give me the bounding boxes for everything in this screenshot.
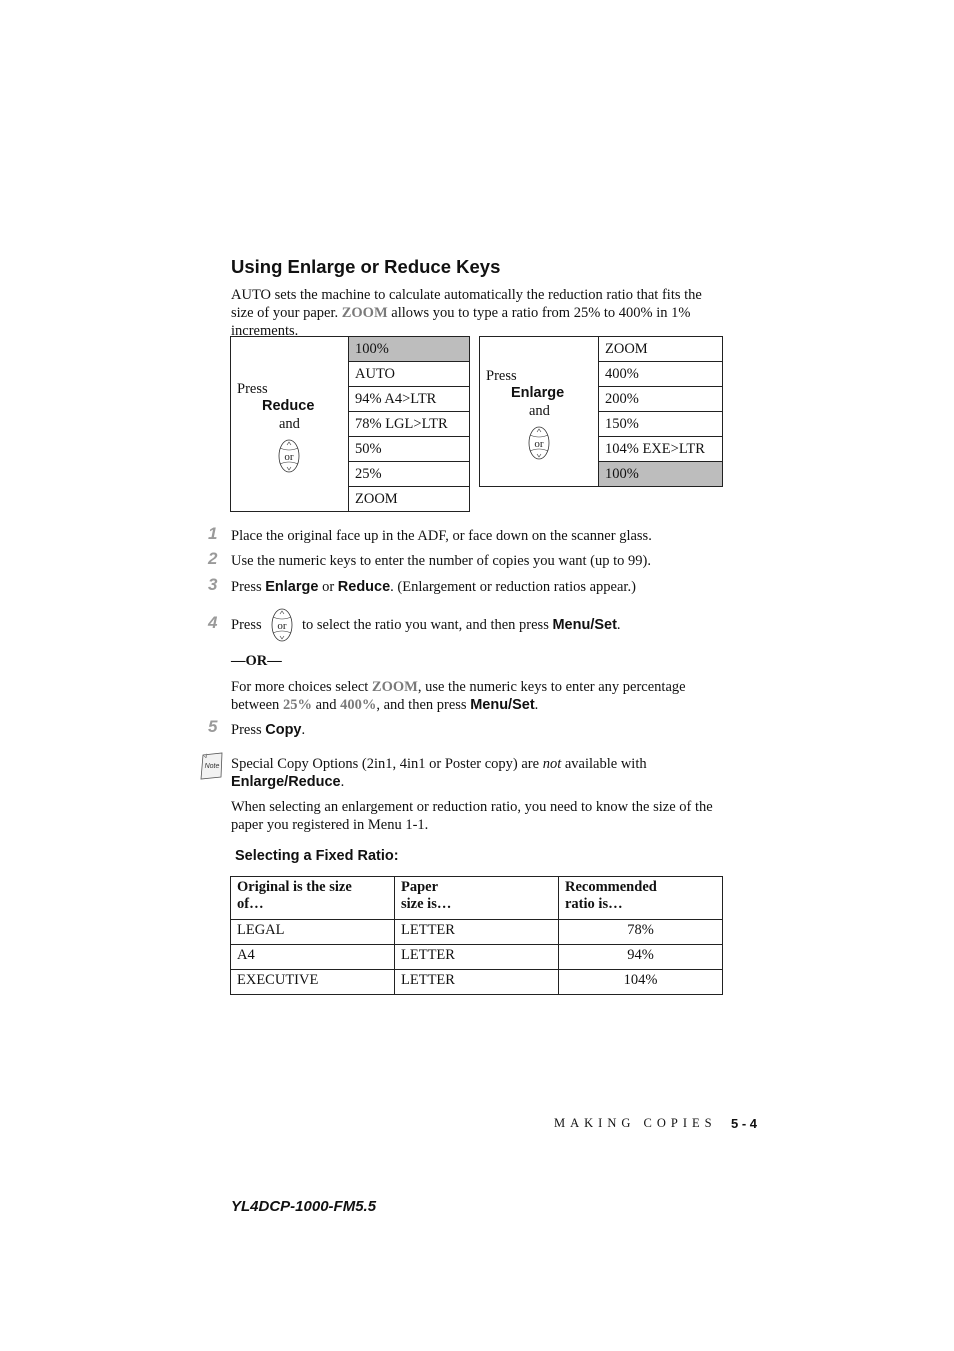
table-row — [231, 970, 723, 995]
note-icon — [199, 752, 225, 780]
reduce-or-text: or — [284, 451, 294, 463]
reduce-press-label: Press — [237, 381, 268, 397]
more-choices-part: , use the numeric keys to enter any percentage between — [231, 679, 686, 713]
header-line: size is… — [401, 896, 452, 912]
enlarge-option: 400% — [599, 362, 723, 387]
enlarge-and-label: and — [529, 403, 550, 419]
more-choices-paragraph — [231, 678, 726, 714]
table-cell: A4 — [231, 945, 395, 970]
intro-text-1: AUTO sets the machine to calculate automatically the reduction ratio that fits the size of your paper. — [231, 287, 702, 321]
note-icon-text: Note — [204, 763, 220, 770]
step-1-text: Place the original face up in the ADF, or face down on the scanner glass. — [231, 528, 652, 544]
step-5-text — [231, 721, 305, 739]
up-down-key-icon — [271, 607, 293, 643]
reduce-option: ZOOM — [349, 487, 470, 512]
header-line: Original is the size — [237, 879, 352, 895]
or-divider: —OR— — [231, 653, 282, 669]
reduce-panel — [230, 336, 470, 512]
enlarge-option: 100% — [599, 462, 723, 487]
enlarge-reduce-key-ref: Enlarge/Reduce — [231, 774, 341, 790]
reduce-option: 78% LGL>LTR — [349, 412, 470, 437]
note-part: available with — [561, 756, 647, 772]
zoom-ref: ZOOM — [371, 679, 418, 695]
table-row — [231, 920, 723, 945]
reduce-press-cell — [231, 337, 349, 512]
step-number: 3 — [208, 575, 218, 594]
table-cell: 94% — [559, 945, 723, 970]
enlarge-or-text: or — [534, 438, 544, 450]
menu-set-key-ref: Menu/Set — [470, 697, 535, 713]
table-cell: EXECUTIVE — [231, 970, 395, 995]
step-3-part: . (Enlargement or reduction ratios appear.) — [390, 579, 636, 595]
step-3-text — [231, 578, 636, 596]
enlarge-press-cell — [480, 337, 599, 487]
more-choices-part: . — [534, 697, 539, 713]
enlarge-panel — [479, 336, 723, 487]
step-number: 5 — [208, 717, 218, 736]
table-header — [395, 877, 559, 920]
table-header — [559, 877, 723, 920]
footer-doc-code: YL4DCP-1000-FM5.5 — [231, 1198, 377, 1215]
reduce-option: 100% — [349, 337, 470, 362]
reduce-option: 50% — [349, 437, 470, 462]
note-part: Special Copy Options (2in1, 4in1 or Poster copy) are — [231, 756, 543, 772]
enlarge-key-label: Enlarge — [511, 385, 565, 401]
min-ratio: 25% — [282, 697, 312, 713]
step-4-or: or — [277, 620, 287, 632]
note-emphasis: not — [542, 756, 562, 772]
footer-page-number: 5 - 4 — [731, 1116, 758, 1131]
header-line: Recommended — [565, 879, 657, 895]
enlarge-key-ref: Enlarge — [265, 579, 319, 595]
intro-zoom: ZOOM — [341, 305, 388, 321]
menu-set-key-ref: Menu/Set — [552, 617, 617, 633]
up-down-key-icon — [278, 439, 300, 473]
copy-key-ref: Copy — [265, 722, 302, 738]
reduce-key-label: Reduce — [262, 398, 315, 414]
page-title: Using Enlarge or Reduce Keys — [231, 256, 501, 277]
reduce-option: 94% A4>LTR — [349, 387, 470, 412]
enlarge-option: 200% — [599, 387, 723, 412]
enlarge-option: ZOOM — [599, 337, 723, 362]
step-3-part: or — [318, 579, 338, 595]
more-choices-part: , and then press — [376, 697, 471, 713]
intro-paragraph — [231, 286, 726, 340]
note-paragraph: When selecting an enlargement or reduction ratio, you need to know the size of the paper you registered in Menu 1-1. — [231, 799, 713, 833]
reduce-and-label: and — [279, 416, 300, 432]
table-cell: LETTER — [395, 945, 559, 970]
section-subheading: Selecting a Fixed Ratio: — [235, 848, 399, 864]
more-choices-part: For more choices select — [231, 679, 372, 695]
step-4-part: . — [616, 617, 621, 633]
note-text — [231, 755, 726, 791]
step-4-part: to select the ratio you want, and then press — [302, 617, 553, 633]
table-cell: LETTER — [395, 920, 559, 945]
step-3-part: Press — [231, 579, 266, 595]
up-down-key-icon — [528, 426, 550, 460]
max-ratio: 400% — [340, 697, 377, 713]
reduce-option: AUTO — [349, 362, 470, 387]
enlarge-press-label: Press — [486, 368, 517, 384]
step-5-part: Press — [231, 722, 266, 738]
more-choices-part: and — [311, 697, 341, 713]
header-line: Paper — [401, 879, 439, 895]
step-2-text: Use the numeric keys to enter the number of copies you want (up to 99). — [231, 553, 651, 569]
table-cell: LEGAL — [231, 920, 395, 945]
table-cell: 104% — [559, 970, 723, 995]
step-4-press: Press — [231, 617, 262, 633]
reduce-option: 25% — [349, 462, 470, 487]
table-cell: 78% — [559, 920, 723, 945]
enlarge-option: 104% EXE>LTR — [599, 437, 723, 462]
table-row — [231, 945, 723, 970]
note-part: . — [340, 774, 345, 790]
footer-section: MAKING COPIES — [554, 1116, 717, 1130]
table-cell: LETTER — [395, 970, 559, 995]
header-line: of… — [237, 896, 264, 912]
enlarge-option: 150% — [599, 412, 723, 437]
intro-text-2: allows you to type a ratio from 25% to 400% in 1% increments. — [231, 305, 691, 339]
step-number: 4 — [208, 613, 218, 632]
header-line: ratio is… — [565, 896, 623, 912]
step-4-text — [302, 616, 621, 634]
step-number: 1 — [208, 524, 218, 543]
table-header — [231, 877, 395, 920]
step-5-part: . — [301, 722, 306, 738]
reduce-key-ref: Reduce — [337, 579, 391, 595]
ratio-table — [230, 876, 723, 995]
step-number: 2 — [208, 549, 218, 568]
